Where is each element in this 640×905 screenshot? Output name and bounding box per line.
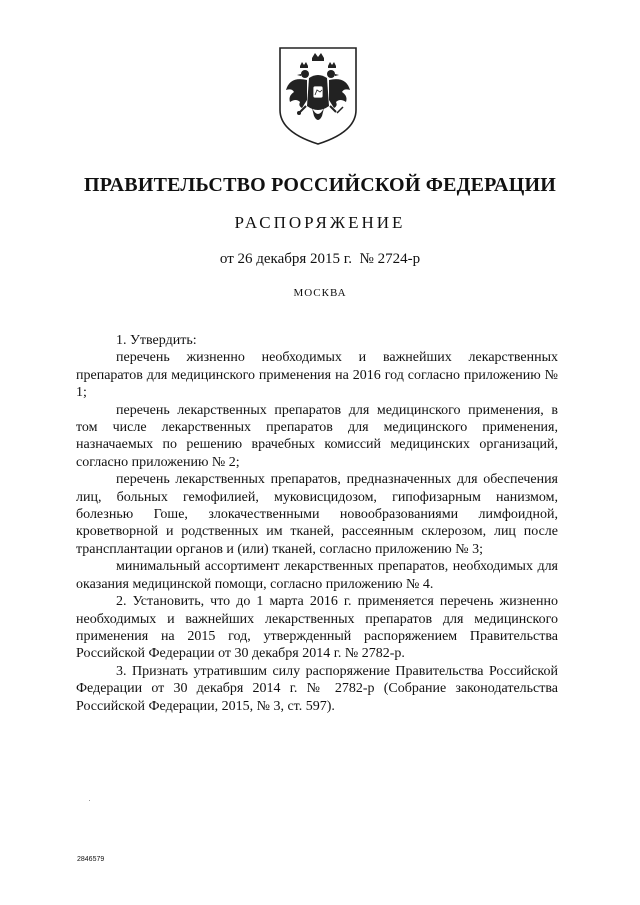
government-title: ПРАВИТЕЛЬСТВО РОССИЙСКОЙ ФЕДЕРАЦИИ: [84, 174, 556, 196]
document-code: 2846579: [77, 856, 105, 863]
body-paragraph: 1. Утвердить:: [116, 333, 197, 348]
document-body: [76, 332, 558, 715]
body-paragraph: минимальный ассортимент лекарственных препаратов, необходимых для оказания медицинской помощи, согласно приложению № 4.: [76, 559, 558, 592]
body-paragraph: 2. Установить, что до 1 марта 2016 г. применяется перечень жизненно необходимых и важнейших лекарственных препаратов для медицинского применения на 2015 год, утвержденный распоряжением Правительства Российской Федерации от 30 декабря 2014 г. № 2782-р.: [76, 594, 558, 662]
body-paragraph: перечень лекарственных препаратов для медицинского применения, в том числе лекарственных препаратов для медицинского применения, назначаемых по решению врачебных комиссий медицинских организаций, согласно приложению № 2;: [76, 402, 558, 470]
scan-mark: [89, 800, 90, 801]
city: МОСКВА: [293, 287, 347, 299]
document-date: от 26 декабря 2015 г.: [219, 251, 353, 267]
document-date-line: [0, 251, 640, 268]
document-type: РАСПОРЯЖЕНИЕ: [234, 213, 406, 232]
coat-of-arms-icon: [276, 44, 360, 148]
body-paragraph: 3. Признать утратившим силу распоряжение Правительства Российской Федерации от 30 декабря 2014 г. № 2782-р (Собрание законодательства Российской Федерации, 2015, № 3, ст. 597).: [76, 663, 558, 714]
body-paragraph: перечень лекарственных препаратов, предназначенных для обеспечения лиц, больных гемофилией, муковисцидозом, гипофизарным нанизмом, болезнью Гоше, злокачественными новообразованиями лимфоидной, кроветворной и родственных им тканей, рассеянным склерозом, лиц после трансплантации органов и (или) тканей, согласно приложению № 3;: [76, 472, 558, 557]
body-paragraph: перечень жизненно необходимых и важнейших лекарственных препаратов для медицинского применения на 2016 год согласно приложению № 1;: [76, 350, 558, 401]
document-number: № 2724-р: [359, 251, 421, 267]
